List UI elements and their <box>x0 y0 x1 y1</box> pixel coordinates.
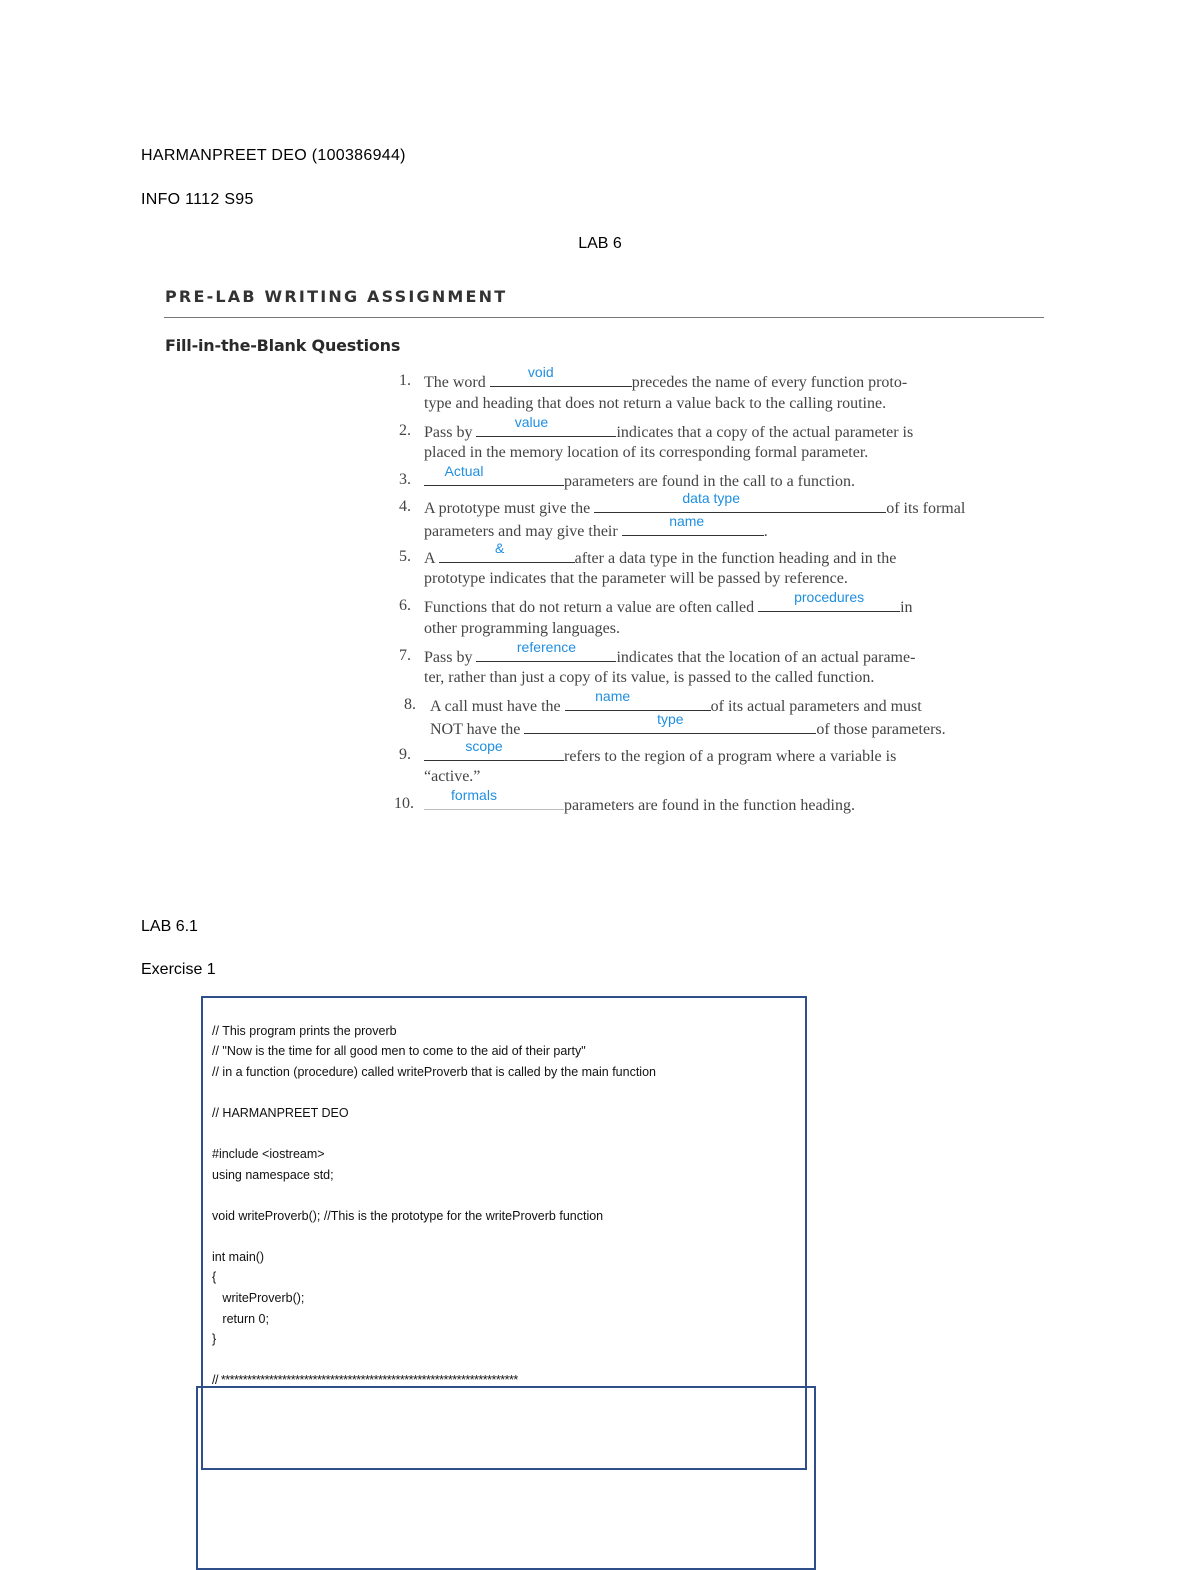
code-line: void writeProverb(); //This is the prototype for the writeProverb function <box>212 1209 604 1223</box>
fill-in-blank-heading: Fill-in-the-Blank Questions <box>165 336 401 355</box>
question-number: 3. <box>399 471 411 488</box>
lab-title: LAB 6 <box>578 235 622 252</box>
answer: formals <box>451 787 497 803</box>
question-text: of those parameters. <box>816 721 946 738</box>
question-text: other programming languages. <box>424 620 620 637</box>
question-number: 10. <box>394 795 414 812</box>
answer: reference <box>516 639 577 655</box>
course-code: INFO 1112 S95 <box>141 191 254 208</box>
code-line: writeProverb(); <box>212 1291 305 1305</box>
answer-blank <box>424 463 564 486</box>
code-line: { <box>212 1270 217 1284</box>
question-text: Pass by <box>424 649 473 666</box>
question-text: refers to the region of a program where a variable is <box>564 748 897 765</box>
question-text: . <box>763 523 768 540</box>
question-7 <box>424 639 916 669</box>
question-10 <box>424 787 855 817</box>
question-text: parameters are found in the call to a function. <box>564 473 855 490</box>
code-line: return 0; <box>212 1312 269 1326</box>
question-text: placed in the memory location of its corresponding formal parameter. <box>424 444 869 461</box>
answer: procedures <box>794 589 865 605</box>
answer: Actual <box>444 463 484 479</box>
question-text: “active.” <box>424 768 481 785</box>
answer: void <box>527 364 554 380</box>
code-line: } <box>212 1332 217 1346</box>
answer: value <box>514 414 549 430</box>
lab-6-1-title: LAB 6.1 <box>141 918 198 935</box>
question-number: 5. <box>399 548 411 565</box>
question-text: A call must have the <box>430 698 561 715</box>
question-number: 7. <box>399 647 411 664</box>
question-text: A <box>424 550 435 567</box>
question-text: NOT have the <box>430 721 521 738</box>
answer-blank <box>476 414 616 437</box>
question-6 <box>424 589 913 619</box>
student-name: HARMANPREET DEO (100386944) <box>141 147 406 164</box>
code-line: using namespace std; <box>212 1168 334 1182</box>
question-text: of its actual parameters and must <box>710 698 922 715</box>
question-text: indicates that a copy of the actual parameter is <box>616 424 914 441</box>
question-1 <box>424 364 908 394</box>
question-number: 8. <box>404 696 416 713</box>
question-text: after a data type in the function heading and in the <box>574 550 897 567</box>
answer: scope <box>465 738 503 754</box>
answer-blank <box>424 787 564 810</box>
question-number: 4. <box>399 498 411 515</box>
code-line: // HARMANPREET DEO <box>212 1106 349 1120</box>
code-line: // ******************************************************************** <box>212 1373 518 1387</box>
answer: name <box>669 513 705 529</box>
question-text: in <box>900 599 913 616</box>
question-text: The word <box>424 374 486 391</box>
answer: data type <box>682 490 740 506</box>
answer-blank <box>758 589 900 612</box>
question-text: type and heading that does not return a value back to the calling routine. <box>424 395 887 412</box>
answer: & <box>495 540 505 556</box>
question-text: indicates that the location of an actual parame- <box>616 649 916 666</box>
question-text: precedes the name of every function proto- <box>631 374 908 391</box>
question-text: Pass by <box>424 424 473 441</box>
answer-blank <box>524 711 816 734</box>
question-number: 6. <box>399 597 411 614</box>
question-text: parameters and may give their <box>424 523 618 540</box>
question-number: 2. <box>399 422 411 439</box>
code-line: // in a function (procedure) called writeProverb that is called by the main function <box>212 1065 656 1079</box>
answer-blank <box>439 540 575 563</box>
question-text: ter, rather than just a copy of its value, is passed to the called function. <box>424 669 875 686</box>
code-line: #include <iostream> <box>212 1147 325 1161</box>
question-9 <box>424 738 897 768</box>
question-text: prototype indicates that the parameter will be passed by reference. <box>424 570 848 587</box>
answer-blank <box>476 639 616 662</box>
answer: name <box>595 688 631 704</box>
code-line: // "Now is the time for all good men to come to the aid of their party" <box>212 1044 586 1058</box>
question-text: A prototype must give the <box>424 500 591 517</box>
answer-blank <box>622 513 764 536</box>
code-line: // This program prints the proverb <box>212 1024 397 1038</box>
question-text: of its formal <box>886 500 966 517</box>
question-text: parameters are found in the function heading. <box>564 797 855 814</box>
answer-blank <box>424 738 564 761</box>
prelab-heading: PRE-LAB WRITING ASSIGNMENT <box>165 287 508 306</box>
second-code-box <box>196 1386 816 1570</box>
question-number: 1. <box>399 372 411 389</box>
exercise-title: Exercise 1 <box>141 961 216 978</box>
question-2 <box>424 414 914 444</box>
question-number: 9. <box>399 746 411 763</box>
code-line: int main() <box>212 1250 265 1264</box>
question-5 <box>424 540 897 570</box>
heading-divider <box>164 317 1044 318</box>
question-text: Functions that do not return a value are often called <box>424 599 755 616</box>
answer: type <box>657 711 684 727</box>
answer-blank <box>490 364 632 387</box>
